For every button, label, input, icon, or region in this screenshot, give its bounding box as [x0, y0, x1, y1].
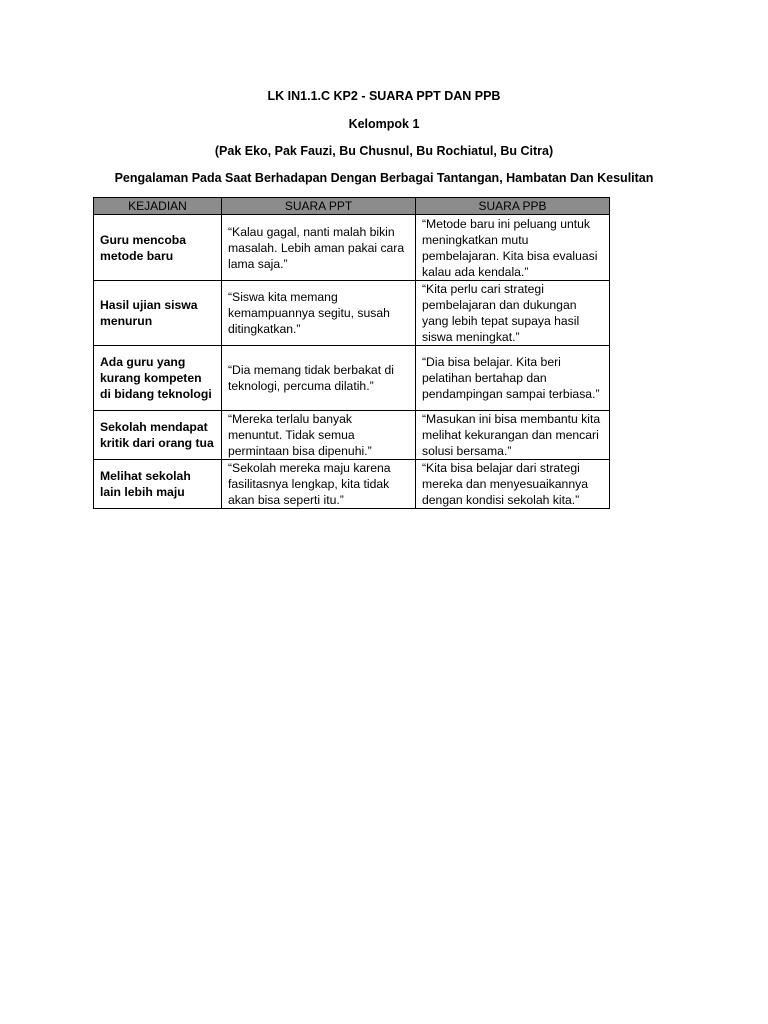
header-suara-ppb: SUARA PPB — [416, 198, 610, 215]
suara-ppt-cell: “Dia memang tidak berbakat di teknologi, percuma dilatih.” — [222, 346, 416, 411]
table-row — [94, 411, 610, 460]
kejadian-cell: Melihat sekolah lain lebih maju — [94, 460, 222, 509]
suara-ppb-cell: “Kita bisa belajar dari strategi mereka dan menyesuaikannya dengan kondisi sekolah kita.” — [416, 460, 610, 509]
group-name: Kelompok 1 — [348, 117, 420, 131]
table-row — [94, 215, 610, 281]
table-header-row — [94, 198, 610, 215]
suara-ppt-cell: “Sekolah mereka maju karena fasilitasnya lengkap, kita tidak akan bisa seperti itu.” — [222, 460, 416, 509]
kejadian-cell: Ada guru yang kurang kompeten di bidang teknologi — [94, 346, 222, 411]
suara-ppb-cell: “Kita perlu cari strategi pembelajaran dan dukungan yang lebih tepat supaya hasil siswa meningkat.” — [416, 281, 610, 346]
suara-ppt-cell: “Kalau gagal, nanti malah bikin masalah. Lebih aman pakai cara lama saja.” — [222, 215, 416, 281]
document-subtitle: Pengalaman Pada Saat Berhadapan Dengan Berbagai Tantangan, Hambatan Dan Kesulitan — [114, 171, 654, 185]
suara-ppb-cell: “Masukan ini bisa membantu kita melihat kekurangan dan mencari solusi bersama.” — [416, 411, 610, 460]
suara-ppb-cell: “Dia bisa belajar. Kita beri pelatihan bertahap dan pendampingan sampai terbiasa.” — [416, 346, 610, 411]
suara-ppt-cell: “Mereka terlalu banyak menuntut. Tidak semua permintaan bisa dipenuhi.” — [222, 411, 416, 460]
kejadian-cell: Sekolah mendapat kritik dari orang tua — [94, 411, 222, 460]
table-row — [94, 281, 610, 346]
document-title: LK IN1.1.C KP2 - SUARA PPT DAN PPB — [267, 89, 501, 103]
header-kejadian: KEJADIAN — [94, 198, 222, 215]
table-row — [94, 346, 610, 411]
suara-ppt-cell: “Siswa kita memang kemampuannya segitu, susah ditingkatkan.” — [222, 281, 416, 346]
header-suara-ppt: SUARA PPT — [222, 198, 416, 215]
kejadian-cell: Guru mencoba metode baru — [94, 215, 222, 281]
suara-ppb-cell: “Metode baru ini peluang untuk meningkatkan mutu pembelajaran. Kita bisa evaluasi kalau ada kendala.” — [416, 215, 610, 281]
experience-table — [93, 197, 610, 509]
table-row — [94, 460, 610, 509]
kejadian-cell: Hasil ujian siswa menurun — [94, 281, 222, 346]
group-members: (Pak Eko, Pak Fauzi, Bu Chusnul, Bu Rochiatul, Bu Citra) — [214, 144, 554, 158]
